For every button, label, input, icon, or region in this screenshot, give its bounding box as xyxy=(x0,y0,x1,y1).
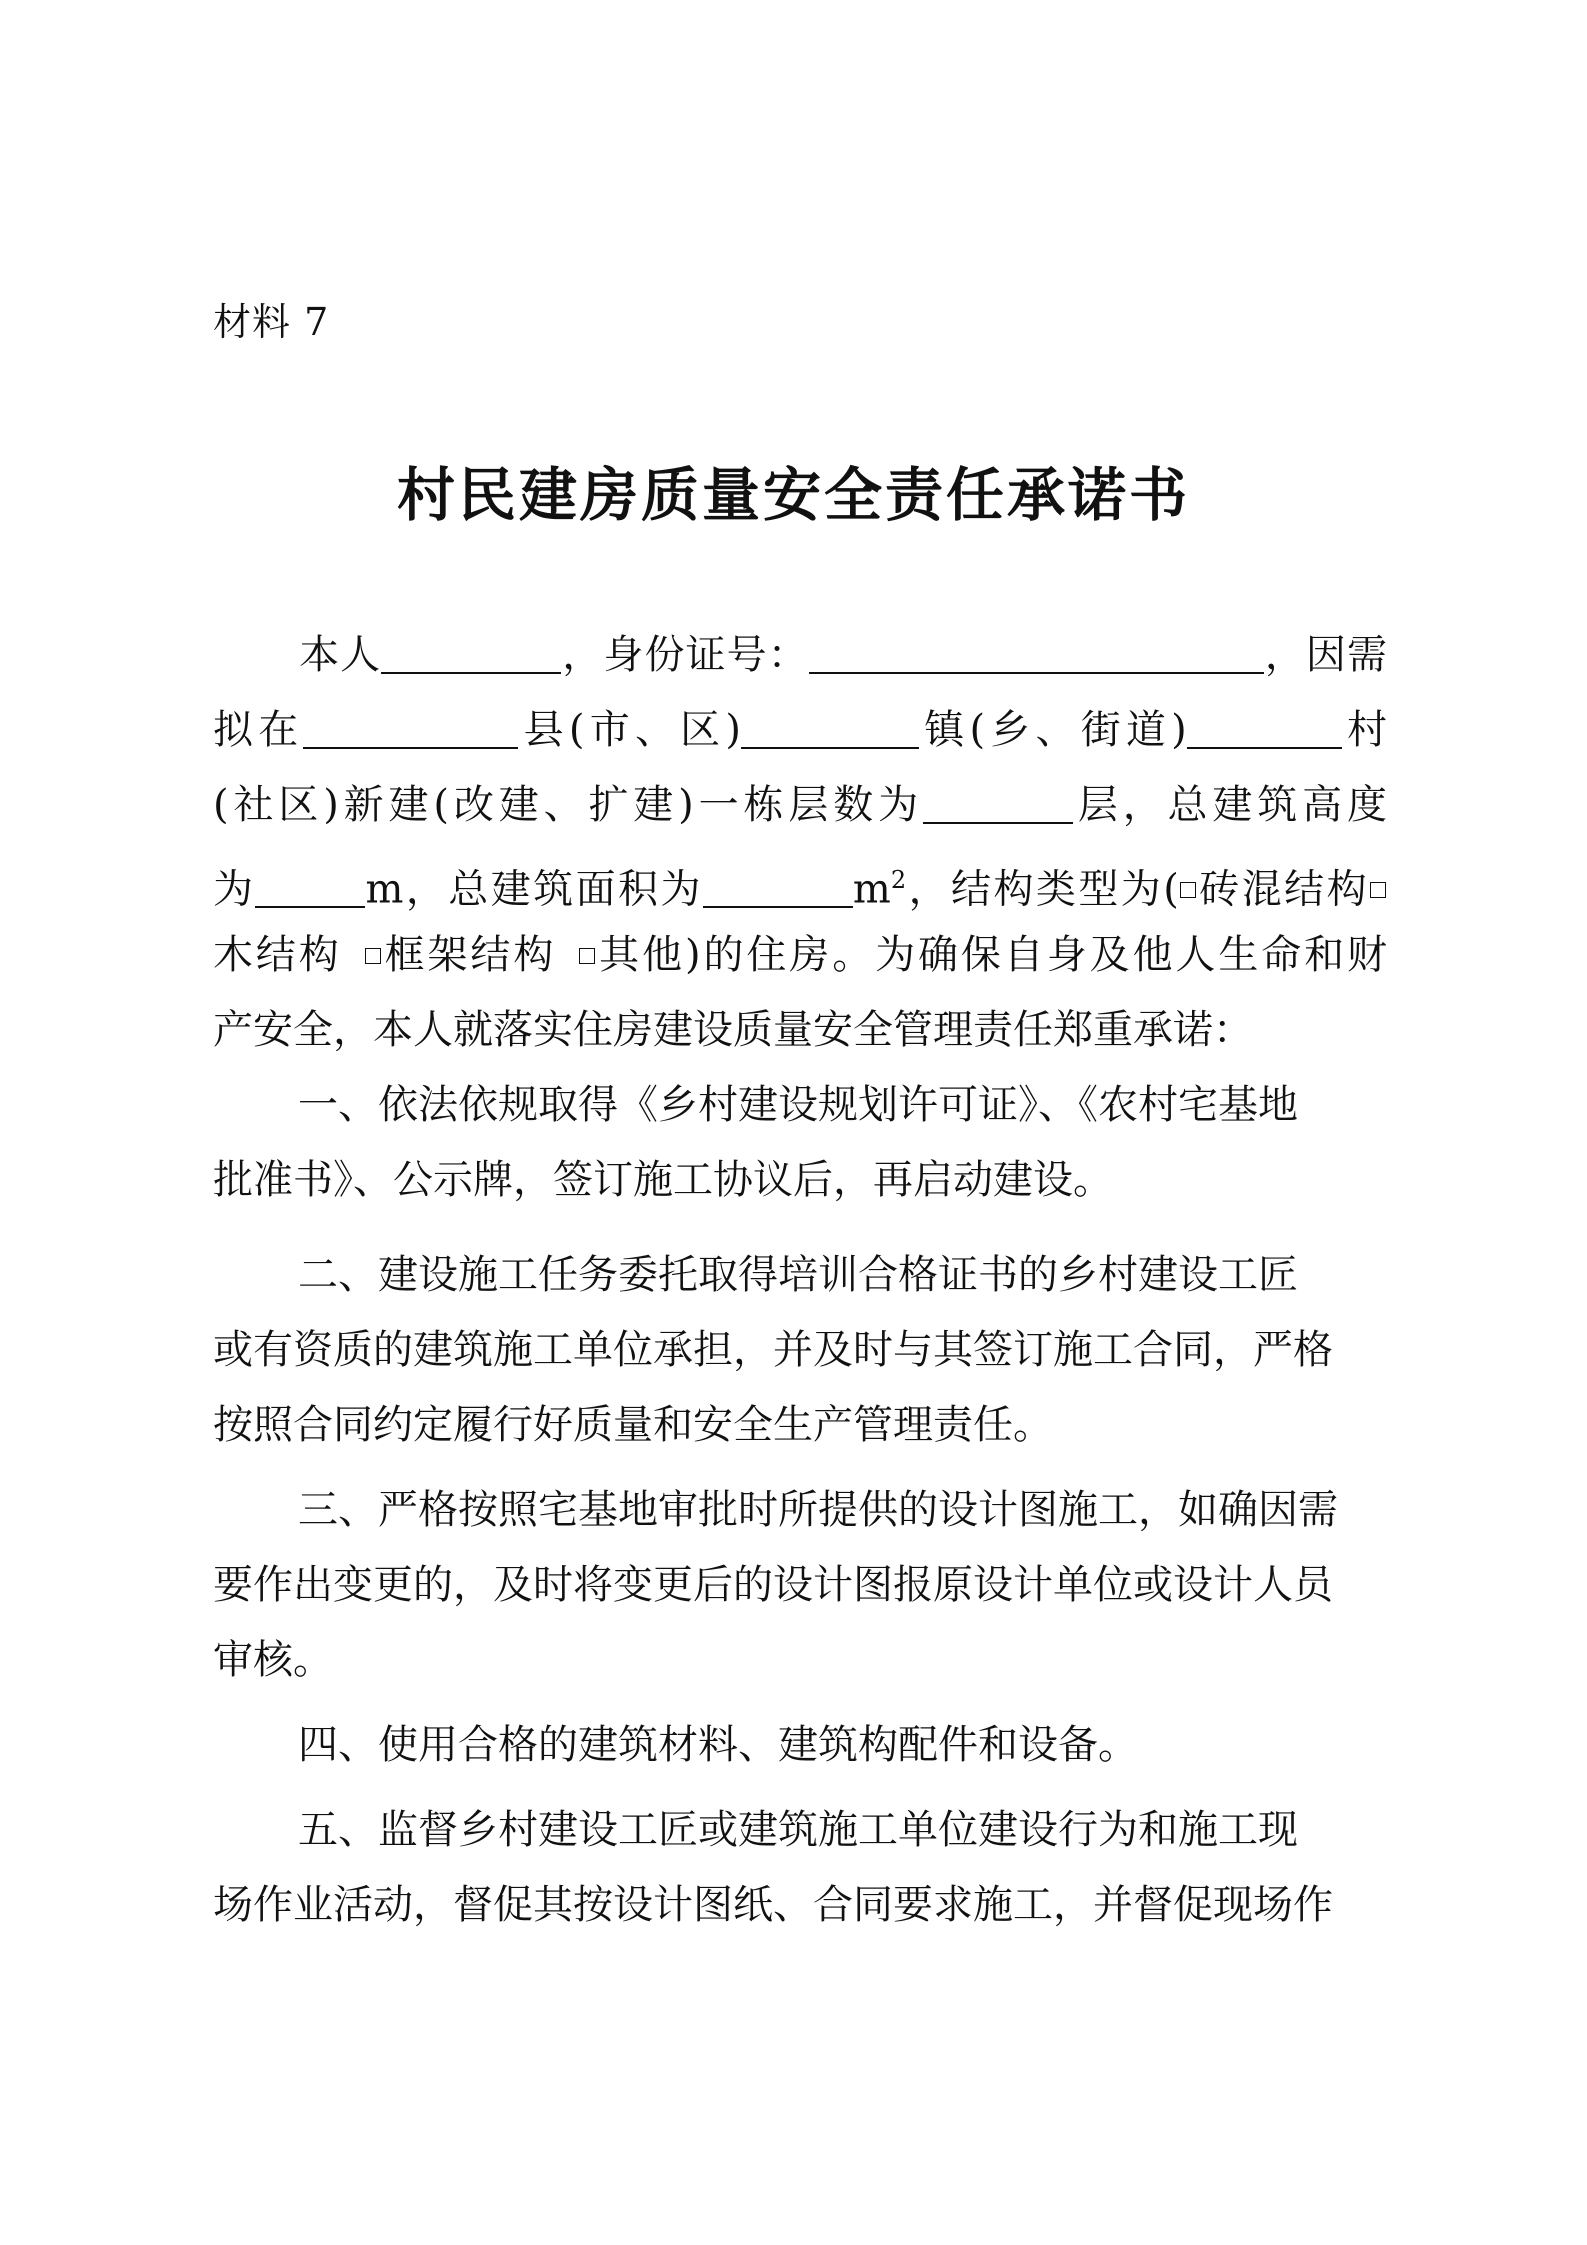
village-blank[interactable] xyxy=(1187,703,1342,749)
name-blank[interactable] xyxy=(381,628,561,674)
clause-2-line-1: 二、建设施工任务委托取得培训合格证书的乡村建设工匠 xyxy=(298,1252,1298,1298)
clause-4-line-1: 四、使用合格的建筑材料、建筑构配件和设备。 xyxy=(298,1722,1138,1768)
clause-3-line-3: 审核。 xyxy=(213,1637,333,1683)
area-blank[interactable] xyxy=(703,862,853,908)
clause-2-line-3: 按照合同约定履行好质量和安全生产管理责任。 xyxy=(213,1402,1053,1448)
clause-5-line-2: 场作业活动，督促其按设计图纸、合同要求施工，并督促现场作 xyxy=(213,1882,1333,1928)
clause-3-line-2: 要作出变更的，及时将变更后的设计图报原设计单位或设计人员 xyxy=(213,1562,1333,1608)
form-line-3: (社区)新建(改建、扩建)一栋层数为 层，总建筑高度 xyxy=(213,775,1387,835)
clause-1-line-1: 一、依法依规取得《乡村建设规划许可证》、《农村宅基地 xyxy=(298,1082,1298,1128)
other-structure-checkbox[interactable] xyxy=(579,948,595,964)
clause-3-line-1: 三、严格按照宅基地审批时所提供的设计图施工，如确因需 xyxy=(298,1487,1338,1533)
material-label: 材料 7 xyxy=(213,300,330,344)
id-number-blank[interactable] xyxy=(809,628,1264,674)
floors-blank[interactable] xyxy=(923,778,1073,824)
form-line-4: 为 m，总建筑面积为 $m^2$，结构类型为( 砖混结构 xyxy=(213,850,1387,919)
wood-structure-checkbox[interactable] xyxy=(1370,882,1386,898)
form-line-6: 产安全，本人就落实住房建设质量安全管理责任郑重承诺： xyxy=(213,1007,1253,1053)
town-blank[interactable] xyxy=(741,703,919,749)
height-blank[interactable] xyxy=(255,862,365,908)
brick-concrete-checkbox[interactable] xyxy=(1180,882,1196,898)
clause-5-line-1: 五、监督乡村建设工匠或建筑施工单位建设行为和施工现 xyxy=(298,1807,1298,1853)
form-line-1: 本人 ，身份证号： ，因需 xyxy=(213,625,1387,685)
document-title: 村民建房质量安全责任承诺书 xyxy=(396,461,1190,529)
form-line-5: 木结构 框架结构 其他)的住房。为确保自身及他人生命和财 xyxy=(213,932,1388,978)
clause-2-line-2: 或有资质的建筑施工单位承担，并及时与其签订施工合同，严格 xyxy=(213,1327,1333,1373)
form-line-2: 拟在 县(市、区) 镇(乡、街道) 村 xyxy=(213,700,1387,760)
frame-structure-checkbox[interactable] xyxy=(365,948,381,964)
county-blank[interactable] xyxy=(303,703,518,749)
clause-1-line-2: 批准书》、公示牌，签订施工协议后，再启动建设。 xyxy=(213,1157,1113,1203)
